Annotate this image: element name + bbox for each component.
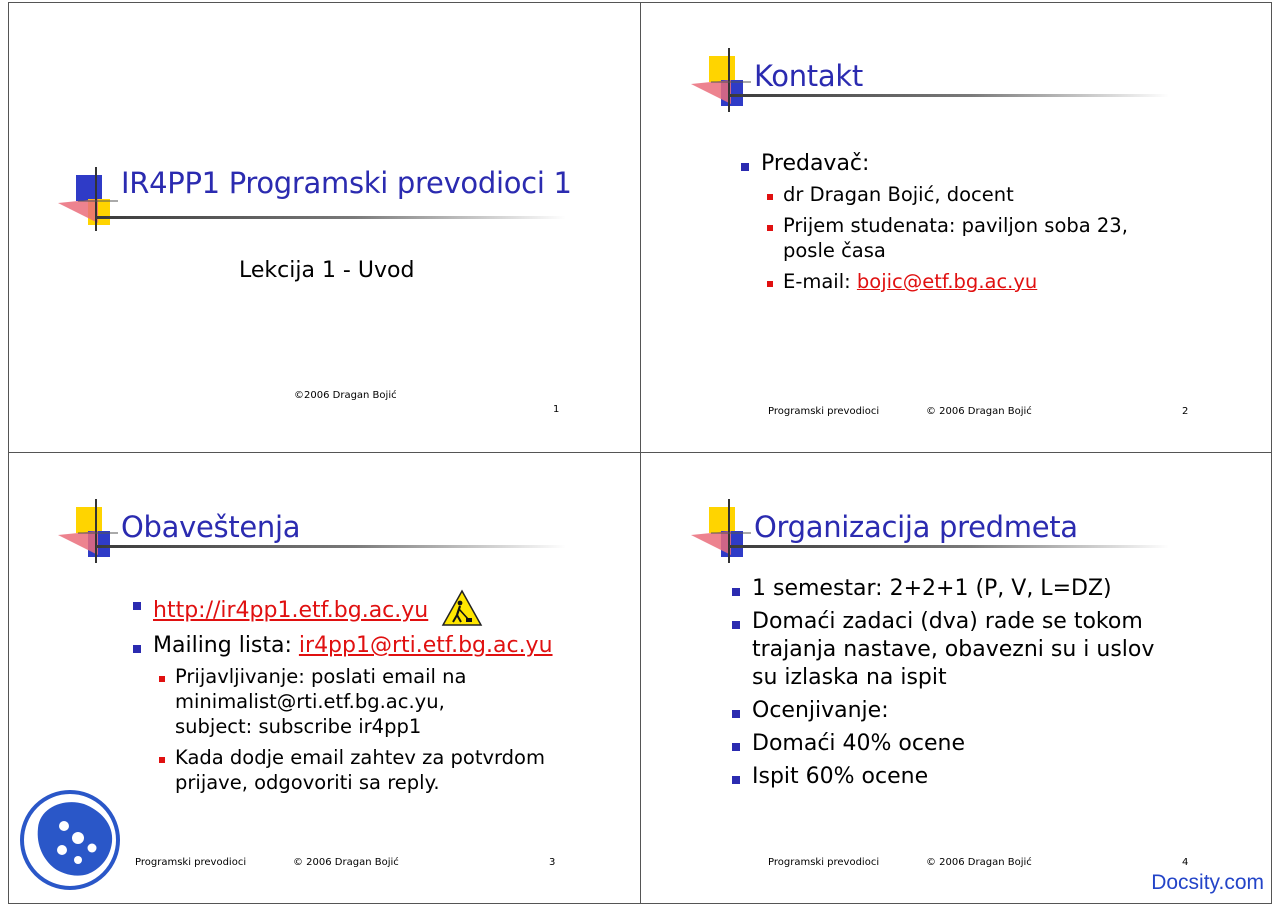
slide-subtitle: Lekcija 1 - Uvod	[239, 258, 415, 283]
footer-course: Programski prevodioci	[768, 406, 880, 417]
email-label: E-mail:	[783, 270, 857, 293]
docsity-logo-icon	[18, 788, 122, 892]
list-item: Domaći zadaci (dva) rade se tokom trajanja nastave, obavezni su i uslov su izlaska na ispit	[732, 608, 1172, 692]
slide-3	[8, 453, 640, 904]
slide-title: Kontakt	[754, 59, 863, 93]
website-link[interactable]: http://ir4pp1.etf.bg.ac.yu	[153, 598, 429, 623]
footer-copyright: © 2006 Dragan Bojić	[293, 857, 399, 868]
title-underline	[729, 545, 1169, 548]
slide-1	[8, 2, 640, 453]
slide-number: 3	[549, 857, 556, 868]
list-item	[133, 589, 593, 627]
slide-number: 4	[1182, 857, 1189, 868]
list-item: Prijavljivanje: poslati email na minimalist@rti.etf.bg.ac.yu, subject: subscribe ir4pp1	[153, 664, 475, 739]
sub-list	[761, 182, 1181, 294]
slide-title: Obaveštenja	[121, 510, 301, 544]
slide-title: Organizacija predmeta	[754, 510, 1078, 544]
title-underline	[96, 216, 566, 219]
slide-title: IR4PP1 Programski prevodioci 1	[121, 166, 572, 200]
under-construction-icon	[441, 589, 483, 627]
list-item	[133, 632, 593, 795]
footer-copyright: © 2006 Dragan Bojić	[926, 406, 1032, 417]
bullet-list	[741, 150, 1181, 300]
list-item: Domaći 40% ocene	[732, 730, 1172, 758]
list-item: Prijem studenata: paviljon soba 23, posle časa	[761, 213, 1163, 263]
list-item: Kada dodje email zahtev za potvrdom prijave, odgovoriti sa reply.	[153, 745, 545, 795]
slide-number: 2	[1182, 406, 1189, 417]
footer-copyright: © 2006 Dragan Bojić	[926, 857, 1032, 868]
footer-course: Programski prevodioci	[768, 857, 880, 868]
title-underline	[96, 545, 566, 548]
slide-4	[641, 453, 1273, 904]
mailing-label: Mailing lista:	[153, 633, 299, 658]
list-item	[741, 150, 1181, 294]
mailing-link[interactable]: ir4pp1@rti.etf.bg.ac.yu	[298, 633, 553, 658]
list-item: Ocenjivanje:	[732, 697, 1172, 725]
slide-number: 1	[553, 404, 560, 415]
email-link[interactable]: bojic@etf.bg.ac.yu	[856, 270, 1038, 293]
slide-2	[641, 2, 1273, 453]
bullet-text: Predavač:	[761, 151, 870, 176]
footer-copyright: ©2006 Dragan Bojić	[294, 390, 397, 401]
title-underline	[729, 94, 1169, 97]
list-item: Ispit 60% ocene	[732, 763, 1172, 791]
footer-course: Programski prevodioci	[135, 857, 247, 868]
sub-list	[153, 664, 593, 795]
list-item: 1 semestar: 2+2+1 (P, V, L=DZ)	[732, 575, 1172, 603]
list-item	[761, 269, 1181, 294]
bullet-list	[732, 575, 1172, 796]
list-item: dr Dragan Bojić, docent	[761, 182, 1181, 207]
bullet-list	[133, 589, 593, 801]
docsity-watermark[interactable]: Docsity.com	[1151, 871, 1264, 894]
